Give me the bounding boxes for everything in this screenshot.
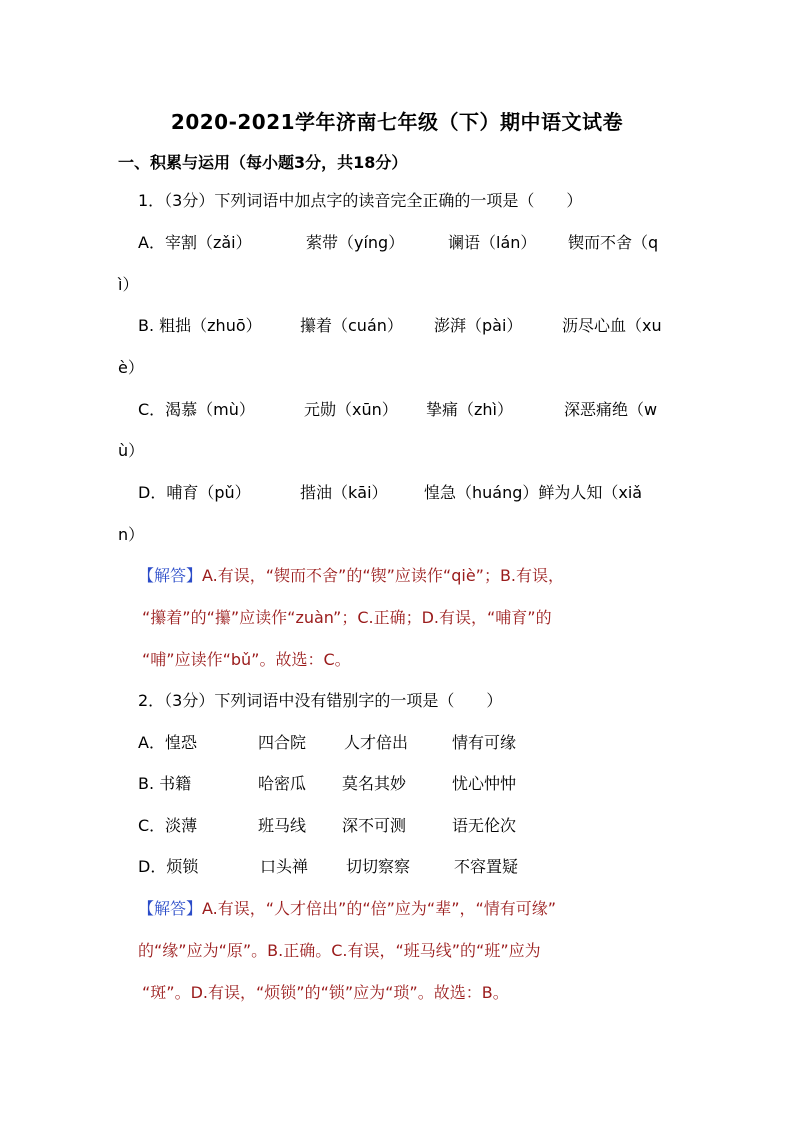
option-item: 切切察察 (346, 857, 411, 876)
page-title: 2020-2021学年济南七年级（下）期中语文试卷 (170, 110, 624, 134)
question-2-answer-line-3: “斑”。D.有误，“烦锁”的“锁”应为“琐”。故选：B。 (142, 983, 509, 1002)
option-item: 萦带（yíng） (306, 233, 405, 252)
answer-text: A.有误，“锲而不舍”的“锲”应读作“qiè”；B.有误， (202, 566, 565, 585)
option-item: 元勋（xūn） (304, 400, 398, 419)
option-item: 谰语（lán） (448, 233, 537, 252)
option-item: 不容置疑 (454, 857, 519, 876)
option-item: 哈密瓜 (258, 774, 307, 793)
option-item: 口头禅 (260, 857, 309, 876)
question-2-stem: 2．（3分）下列词语中没有错别字的一项是（ ） (138, 691, 503, 710)
option-item: 深恶痛绝（w (564, 400, 658, 419)
option-item: 澎湃（pài） (434, 316, 523, 335)
question-1-stem: 1．（3分）下列词语中加点字的读音完全正确的一项是（ ） (138, 191, 583, 210)
option-item: 深不可测 (342, 816, 407, 835)
option-item: 四合院 (258, 733, 307, 752)
option-item: 挚痛（zhì） (426, 400, 513, 419)
option-item: A．惶恐 (138, 733, 197, 752)
option-item: 忧心忡忡 (452, 774, 517, 793)
option-item: 情有可缘 (452, 733, 517, 752)
question-2-answer-line-2: 的“缘”应为“原”。B.正确。C.有误，“班马线”的“班”应为 (138, 941, 541, 960)
option-item: A．宰割（zǎi） (138, 233, 252, 252)
question-1-option-a-wrap: ì） (118, 275, 139, 294)
option-item: 攥着（cuán） (300, 316, 403, 335)
option-item: 人才倍出 (344, 733, 409, 752)
option-item: 沥尽心血（xu (562, 316, 662, 335)
question-1-option-b-wrap: è） (118, 358, 144, 377)
option-item: C．淡薄 (138, 816, 198, 835)
question-1-answer-line-1 (138, 566, 564, 586)
answer-tag: 【解答】 (138, 899, 203, 918)
question-1-option-d-wrap: n） (118, 525, 145, 544)
option-item: C．渴慕（mù） (138, 400, 255, 419)
option-item: D．哺育（pǔ） (138, 483, 251, 502)
question-1-answer-line-3: “哺”应读作“bǔ”。故选：C。 (142, 650, 351, 669)
option-item: B. 书籍 (138, 774, 192, 793)
question-1-answer-line-2: “攥着”的“攥”应读作“zuàn”；C.正确；D.有误，“哺育”的 (142, 608, 552, 627)
option-item: 惶急（huáng）鲜为人知（xiǎ (424, 483, 643, 502)
option-item: D．烦锁 (138, 857, 199, 876)
section-heading: 一、积累与运用（每小题3分，共18分） (118, 153, 408, 172)
option-item: 语无伦次 (452, 816, 517, 835)
question-1-option-c-wrap: ù） (118, 441, 145, 460)
option-item: 锲而不舍（q (568, 233, 659, 252)
option-item: 班马线 (258, 816, 307, 835)
option-item: 莫名其妙 (342, 774, 407, 793)
option-item: B. 粗拙（zhuō） (138, 316, 262, 335)
answer-text: A.有误，“人才倍出”的“倍”应为“辈”，“情有可缘” (202, 899, 557, 918)
answer-tag: 【解答】 (138, 566, 203, 585)
question-2-answer-line-1 (138, 899, 556, 919)
option-item: 揩油（kāi） (300, 483, 388, 502)
